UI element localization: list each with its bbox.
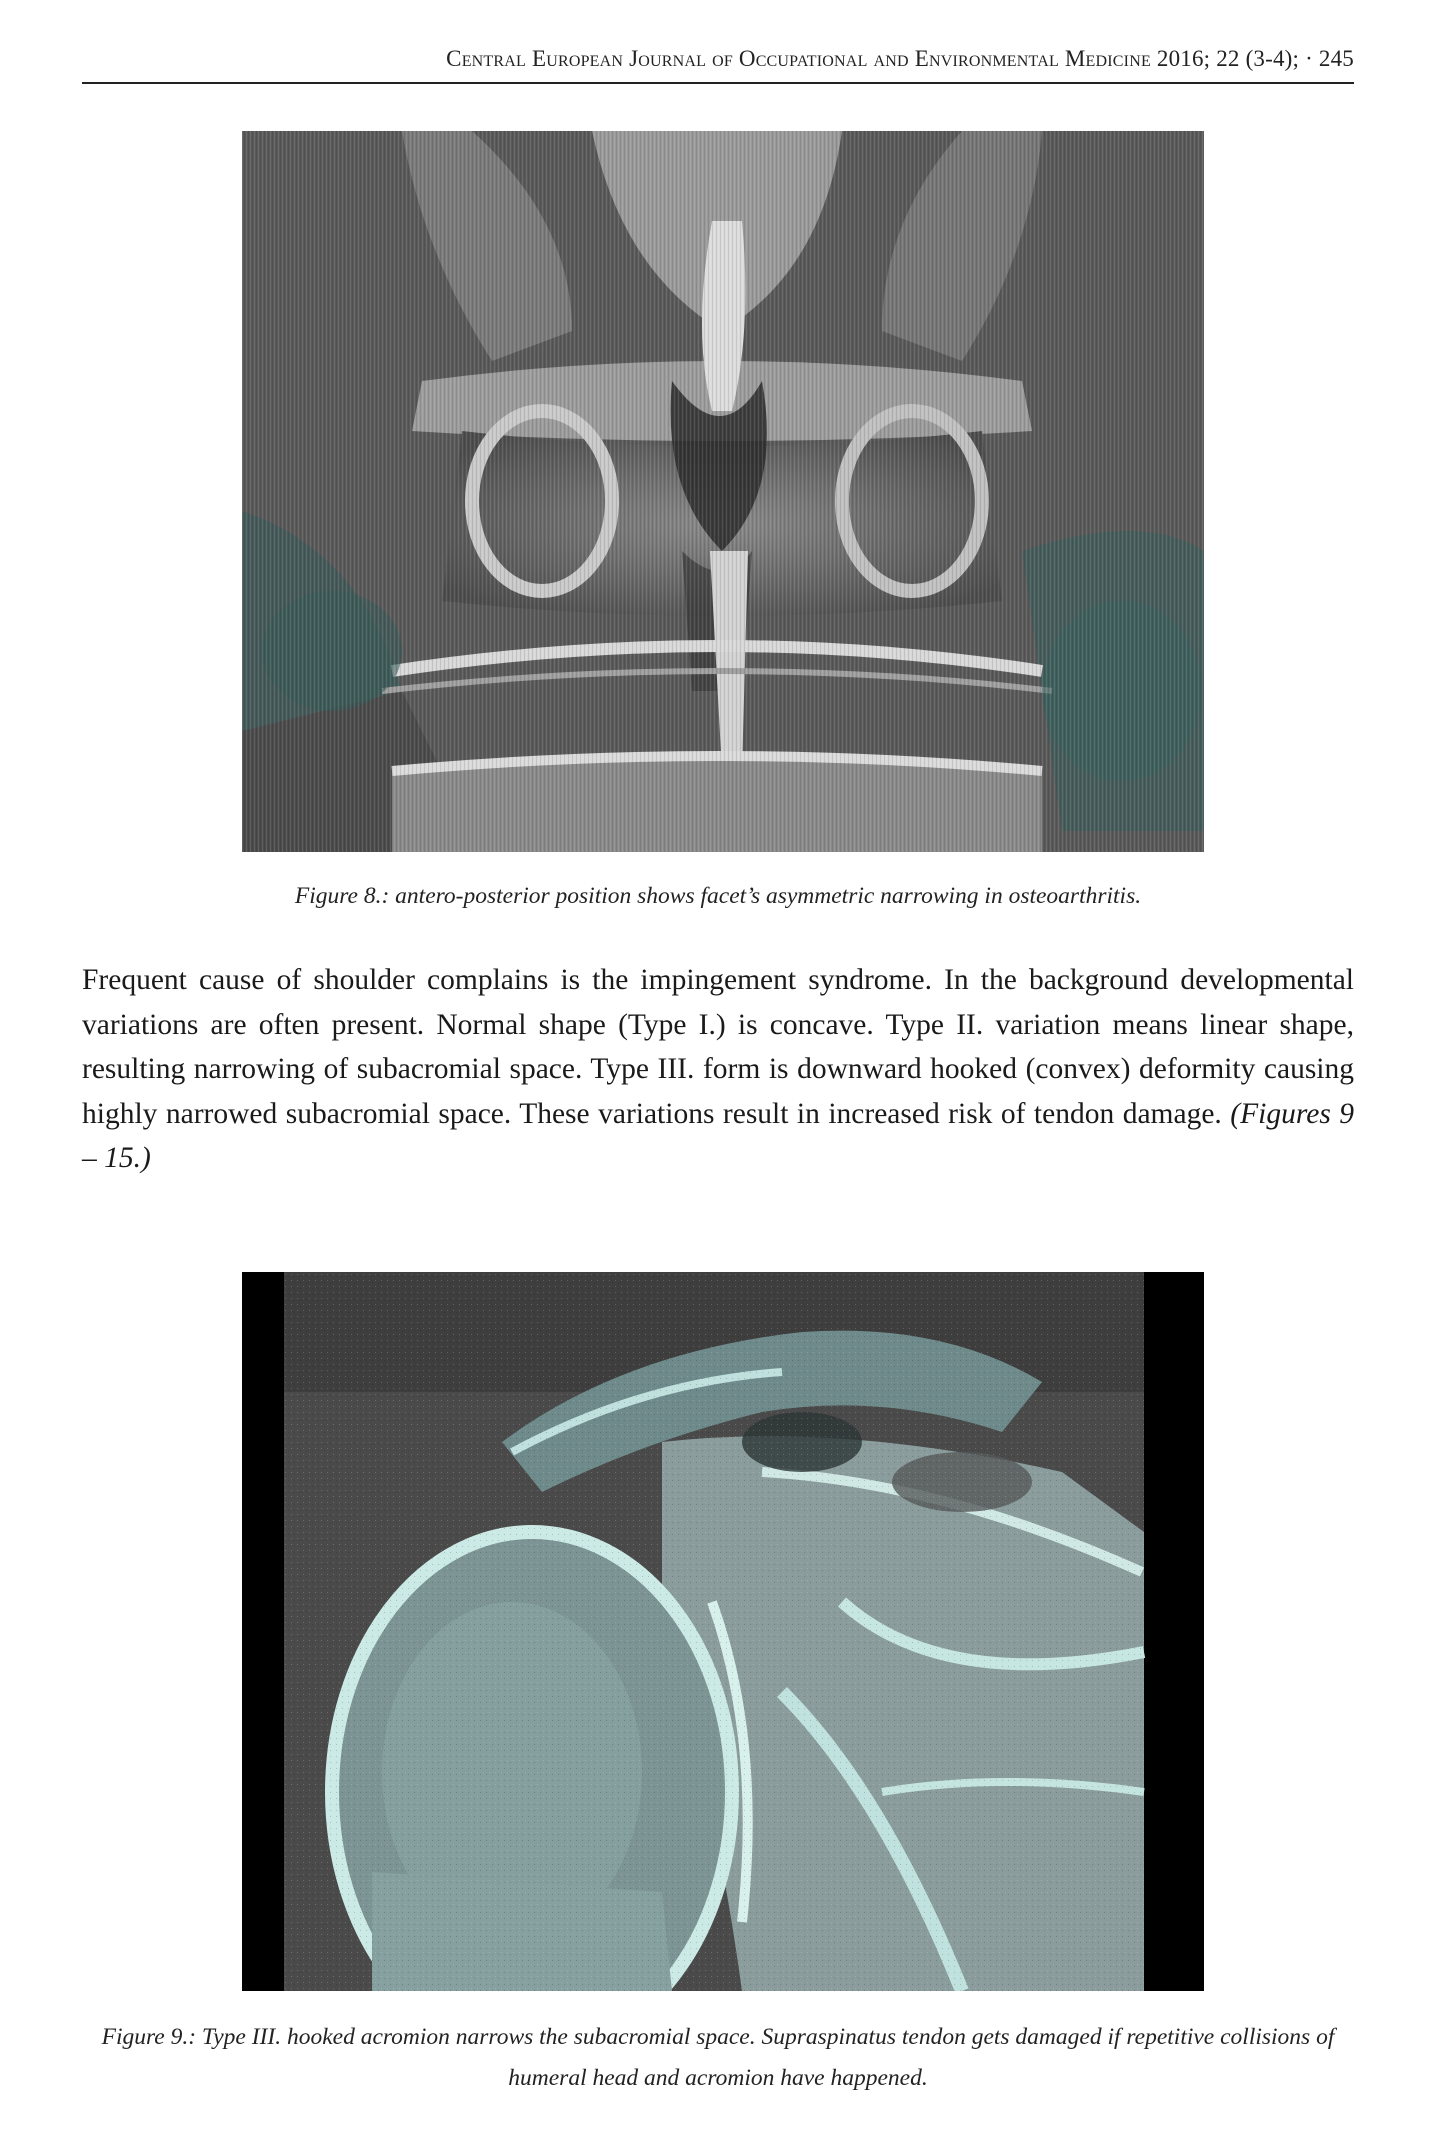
body-paragraph (82, 958, 1354, 1181)
body-paragraph-text: Frequent cause of shoulder complains is the impingement syndrome. In the background developmental variations are often present. Normal shape (Type I.) is concave. Type II. variation means linear shape, resulting narrowing of subacromial space. Type III. form is downward hooked (convex) deformity causing highly narrowed subacromial space. These variations result in increased risk of tendon damage. (82, 964, 1354, 1130)
figure-8-caption: Figure 8.: antero-posterior position shows facet’s asymmetric narrowing in osteoarthritis. (294, 883, 1142, 909)
figure-reference: (Figures 9 – 15.) (82, 1097, 1355, 1174)
figure-9-caption: Figure 9.: Type III. hooked acromion narrows the subacromial space. Supraspinatus tendon gets damaged if repetitive collisions of humeral head and acromion have happened. (101, 2024, 1335, 2091)
running-header: Central European Journal of Occupational and Environmental Medicine 2016; 22 (3-4); · 245 (446, 46, 1354, 71)
figure-8-radiograph-image (242, 131, 1204, 852)
header-rule (82, 82, 1354, 84)
figure-9-radiograph-image (242, 1272, 1204, 1991)
